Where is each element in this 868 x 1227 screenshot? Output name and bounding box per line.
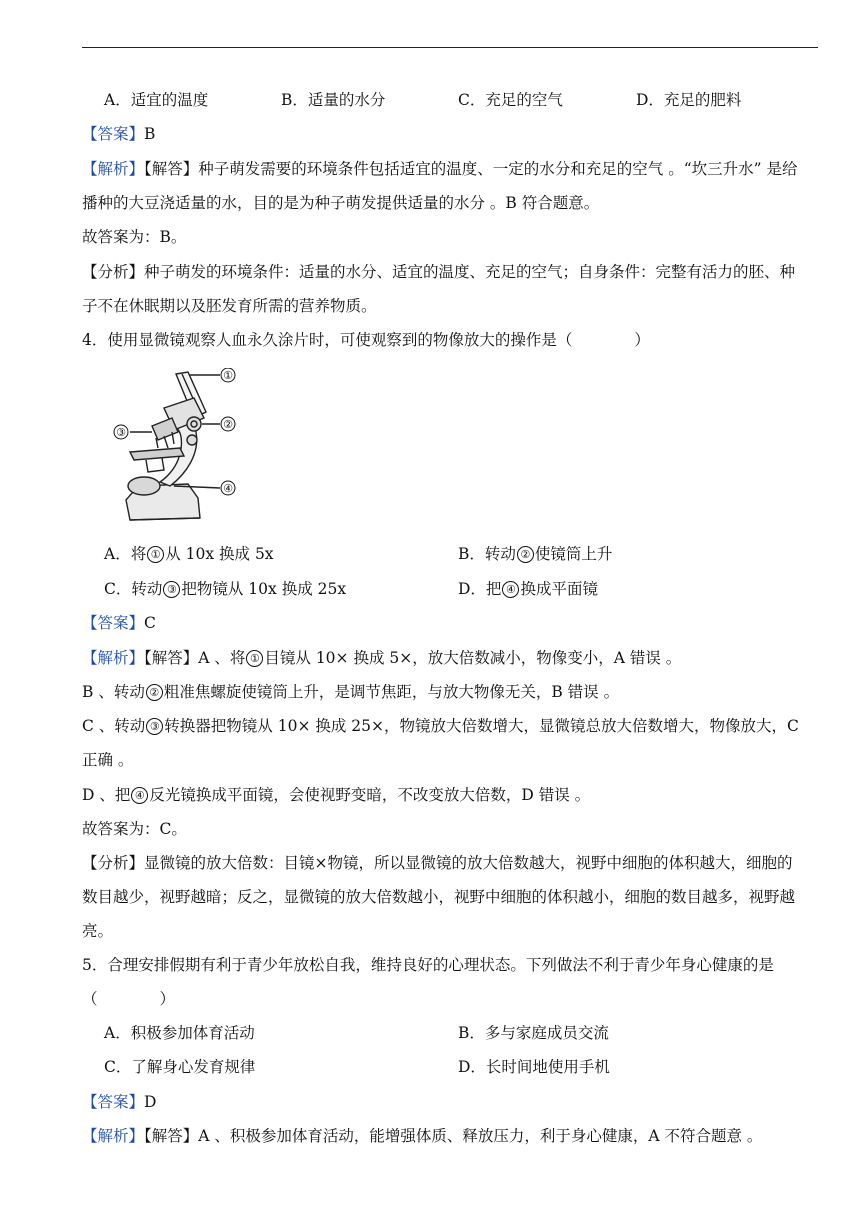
q3-conclusion: 故答案为：B。 [82, 228, 187, 246]
option-d-text: 换成平面镜 [520, 580, 598, 598]
analysis-tag: 【解析】 [82, 649, 145, 667]
q3-analysis-line-1 [82, 159, 822, 179]
fenxi-tag: 【分析】 [82, 263, 145, 281]
circled-3: ③ [163, 581, 180, 598]
q5-option-d: D．长时间地使用手机 [458, 1058, 610, 1076]
q5-option-c: C．了解身心发育规律 [104, 1058, 256, 1076]
analysis-c-text: 转换器把物镜从 10× 换成 25×，物镜放大倍数增大，显微镜总放大倍数增大，物像放大，C [164, 717, 799, 735]
q4-analysis-b [82, 682, 822, 702]
answer-value: D [144, 1093, 157, 1111]
microscope-illustration [108, 368, 248, 528]
q3-option-b: B．适量的水分 [281, 91, 386, 109]
q3-analysis-line-2: 播种的大豆浇适量的水，目的是为种子萌发提供适量的水分 。B 符合题意。 [82, 194, 600, 212]
analysis-d-text: 反光镜换成平面镜，会使视野变暗，不改变放大倍数，D 错误 。 [149, 786, 591, 804]
q5-stem-line-2: （ ） [82, 990, 176, 1008]
circled-3: ③ [146, 718, 163, 735]
q3-option-a: A．适宜的温度 [104, 91, 209, 109]
figure-label-2: ② [223, 418, 233, 431]
q4-option-d [458, 579, 598, 599]
analysis-tag: 【解析】 [82, 160, 145, 178]
fenxi-text: 显微镜的放大倍数：目镜×物镜，所以显微镜的放大倍数越大，视野中细胞的体积越大，细胞的 [144, 854, 793, 872]
option-b-text: 使镜筒上升 [534, 545, 613, 563]
q3-fenxi-line-2: 子不在休眠期以及胚发育所需的营养物质。 [82, 297, 377, 315]
circled-4: ④ [131, 787, 148, 804]
q4-analysis-d [82, 785, 822, 805]
analysis-a-text: 目镜从 10× 换成 5×，放大倍数减小，物像变小，A 错误 。 [264, 649, 682, 667]
circled-1: ① [147, 546, 164, 563]
analysis-text: 【解答】A 、积极参加体育活动，能增强体质、释放压力，利于身心健康，A 不符合题意 。 [144, 1127, 763, 1145]
microscope-figure [108, 368, 248, 528]
q3-answer [82, 124, 822, 144]
q3-fenxi-line-1 [82, 262, 822, 282]
q5-analysis-line-1 [82, 1126, 822, 1146]
option-c-text: 把物镜从 10x 换成 25x [181, 580, 347, 598]
q4-option-a [104, 544, 274, 564]
q4-stem: 4．使用显微镜观察人血永久涂片时，可使观察到的物像放大的操作是（ ） [82, 331, 650, 349]
analysis-b-prefix: B 、转动 [82, 683, 145, 701]
q4-analysis-c-line-2: 正确 。 [82, 751, 134, 769]
q4-fenxi-line-3: 亮。 [82, 922, 114, 940]
fenxi-text: 种子萌发的环境条件：适量的水分、适宜的温度、充足的空气；自身条件：完整有活力的胚、种 [144, 263, 796, 281]
analysis-tag: 【解析】 [82, 1127, 145, 1145]
circled-4: ④ [502, 581, 519, 598]
answer-tag: 【答案】 [82, 614, 145, 632]
q5-answer [82, 1092, 822, 1112]
figure-label-1: ① [223, 369, 233, 382]
analysis-a-prefix: 【解答】A 、将 [144, 649, 246, 667]
option-a-text: 从 10x 换成 5x [165, 545, 274, 563]
figure-label-3: ③ [116, 426, 126, 439]
circled-2: ② [146, 684, 163, 701]
analysis-b-text: 粗准焦螺旋使镜筒上升，是调节焦距，与放大物像无关，B 错误 。 [163, 683, 620, 701]
q5-stem-line-1: 5．合理安排假期有利于青少年放松自我，维持良好的心理状态。下列做法不利于青少年身心健康的是 [82, 956, 774, 974]
q4-conclusion: 故答案为：C。 [82, 820, 187, 838]
analysis-text: 【解答】种子萌发需要的环境条件包括适宜的温度、一定的水分和充足的空气 。“坎三升水” 是给 [144, 160, 798, 178]
q4-answer [82, 613, 822, 633]
q5-option-a: A．积极参加体育活动 [104, 1024, 255, 1042]
answer-tag: 【答案】 [82, 125, 145, 143]
answer-value: C [144, 614, 156, 632]
q4-analysis-c [82, 716, 822, 736]
q3-option-d: D．充足的肥料 [636, 91, 742, 109]
analysis-d-prefix: D 、把 [82, 786, 131, 804]
option-d-prefix: D．把 [458, 580, 502, 598]
q4-fenxi-line-2: 数目越少，视野越暗；反之，显微镜的放大倍数越小，视野中细胞的体积越小，细胞的数目越多，视野越 [82, 888, 796, 906]
figure-label-4: ④ [223, 482, 233, 495]
header-rule [82, 47, 818, 48]
answer-tag: 【答案】 [82, 1093, 145, 1111]
analysis-c-prefix: C 、转动 [82, 717, 146, 735]
answer-value: B [144, 125, 156, 143]
circled-1: ① [246, 650, 263, 667]
q4-option-c [104, 579, 346, 599]
q4-option-b [458, 544, 612, 564]
q5-option-b: B．多与家庭成员交流 [458, 1024, 609, 1042]
option-c-prefix: C．转动 [104, 580, 163, 598]
q4-fenxi-line-1 [82, 853, 822, 873]
q3-option-c: C．充足的空气 [458, 91, 563, 109]
circled-2: ② [517, 546, 534, 563]
option-b-prefix: B．转动 [458, 545, 516, 563]
option-a-prefix: A．将 [104, 545, 147, 563]
q4-analysis-a [82, 648, 822, 668]
fenxi-tag: 【分析】 [82, 854, 145, 872]
